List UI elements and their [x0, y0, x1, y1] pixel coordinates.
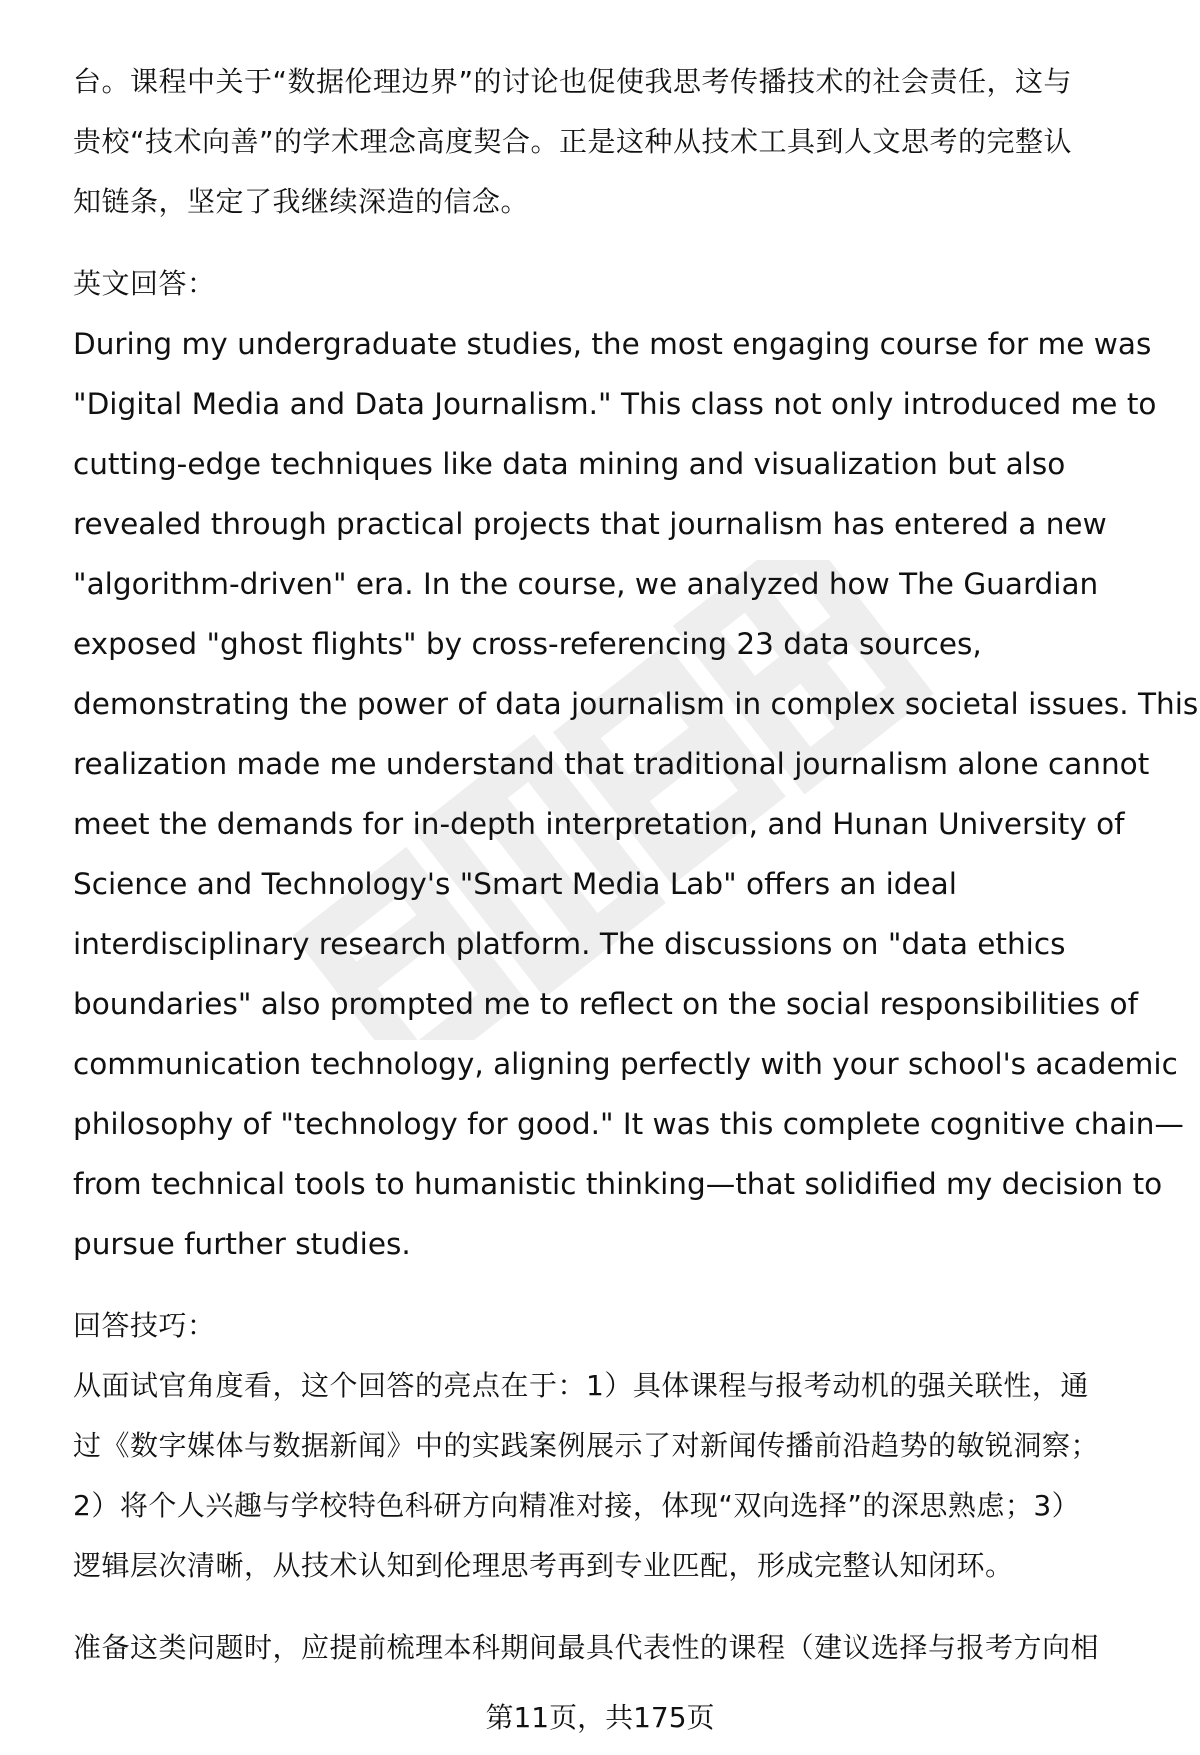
- text-line: communication technology, aligning perfectly with your school's academic: [73, 1047, 1178, 1081]
- text-line: 过《数字媒体与数据新闻》中的实践案例展示了对新闻传播前沿趋势的敏锐洞察；: [73, 1429, 1100, 1462]
- text-line: boundaries" also prompted me to reflect on the social responsibilities of: [73, 987, 1138, 1021]
- text-line: interdisciplinary research platform. The discussions on "data ethics: [73, 927, 1066, 961]
- text-line: exposed "ghost flights" by cross-referencing 23 data sources,: [73, 627, 982, 661]
- text-line: 知链条，坚定了我继续深造的信念。: [73, 185, 530, 218]
- text-line: meet the demands for in-depth interpretation, and Hunan University of: [73, 807, 1125, 841]
- text-line: pursue further studies.: [73, 1227, 411, 1261]
- text-line: Science and Technology's "Smart Media Lab" offers an ideal: [73, 867, 957, 901]
- text-line: demonstrating the power of data journalism in complex societal issues. This: [73, 687, 1199, 721]
- tips-heading: 回答技巧：: [73, 1309, 216, 1342]
- document-body: [73, 52, 1199, 1678]
- text-line: cutting-edge techniques like data mining and visualization but also: [73, 447, 1066, 481]
- text-line: revealed through practical projects that journalism has entered a new: [73, 507, 1107, 541]
- text-line: realization made me understand that traditional journalism alone cannot: [73, 747, 1150, 781]
- english-answer-heading: 英文回答：: [73, 267, 216, 300]
- page-number: 第11页，共175页: [485, 1701, 715, 1734]
- text-line: "Digital Media and Data Journalism." This class not only introduced me to: [73, 387, 1157, 421]
- text-line: 从面试官角度看，这个回答的亮点在于：1）具体课程与报考动机的强关联性，通: [73, 1369, 1089, 1402]
- text-line: "algorithm-driven" era. In the course, we analyzed how The Guardian: [73, 567, 1099, 601]
- text-line: 台。课程中关于“数据伦理边界”的讨论也促使我思考传播技术的社会责任，这与: [73, 65, 1073, 98]
- text-line: from technical tools to humanistic thinking—that solidified my decision to: [73, 1167, 1163, 1201]
- intro-continuation-paragraph: [73, 52, 1163, 232]
- text-line: 贵校“技术向善”的学术理念高度契合。正是这种从技术工具到人文思考的完整认: [73, 125, 1073, 158]
- tips-paragraph: [73, 1356, 1163, 1596]
- text-line: During my undergraduate studies, the most engaging course for me was: [73, 327, 1152, 361]
- text-line: philosophy of "technology for good." It was this complete cognitive chain—: [73, 1107, 1184, 1141]
- english-answer-paragraph: [73, 314, 1199, 1274]
- preparation-paragraph: [73, 1618, 1163, 1678]
- text-line: 逻辑层次清晰，从技术认知到伦理思考再到专业匹配，形成完整认知闭环。: [73, 1549, 1014, 1582]
- text-line: 准备这类问题时，应提前梳理本科期间最具代表性的课程（建议选择与报考方向相: [73, 1631, 1100, 1664]
- text-line: 2）将个人兴趣与学校特色科研方向精准对接，体现“双向选择”的深思熟虑；3）: [73, 1489, 1081, 1522]
